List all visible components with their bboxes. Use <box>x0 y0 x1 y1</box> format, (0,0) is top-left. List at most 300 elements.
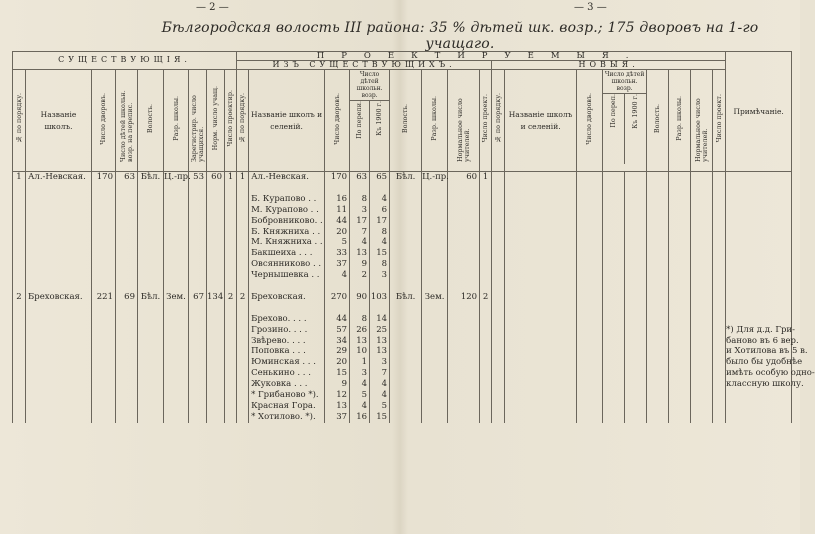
cell-no <box>13 248 26 259</box>
cell-empty <box>669 314 691 325</box>
cell-proj2 <box>480 412 492 423</box>
cell-no <box>13 194 26 205</box>
cell-empty <box>691 216 713 227</box>
cell-empty <box>691 270 713 281</box>
cell-yards <box>92 259 116 270</box>
cell-census: 1 <box>350 357 370 368</box>
cell-rank2 <box>422 379 448 390</box>
cell-registered <box>189 205 207 216</box>
cell-proj <box>225 357 237 368</box>
cell-empty <box>603 390 625 401</box>
cell-empty <box>691 237 713 248</box>
cell-name2: Звѣрево. . . . <box>249 336 325 347</box>
cell-volost2: Бѣл. <box>390 172 422 183</box>
cell-rank2 <box>422 336 448 347</box>
group-new: НОВЫЯ. <box>492 61 726 70</box>
cell-empty <box>713 216 726 227</box>
cell-empty <box>603 248 625 259</box>
cell-school <box>26 281 92 292</box>
cell-proj: 1 <box>225 172 237 183</box>
cell-empty <box>577 412 603 423</box>
cell-proj2 <box>480 314 492 325</box>
cell-name2: Сенькино . . . <box>249 368 325 379</box>
cell-name2: Овсянниково . . <box>249 259 325 270</box>
cell-norm <box>207 336 225 347</box>
cell-empty <box>603 401 625 412</box>
cell-empty <box>492 303 505 314</box>
cell-rank2 <box>422 216 448 227</box>
cell-empty <box>577 172 603 183</box>
cell-yards2: 13 <box>325 401 350 412</box>
cell-rank <box>164 303 189 314</box>
cell-name2 <box>249 303 325 314</box>
cell-empty <box>669 281 691 292</box>
header-rank: Разр. школы. <box>164 70 189 172</box>
cell-rank <box>164 194 189 205</box>
cell-proj2 <box>480 248 492 259</box>
cell-volost2 <box>390 248 422 259</box>
cell-children <box>116 205 138 216</box>
cell-volost2 <box>390 390 422 401</box>
cell-volost <box>138 248 164 259</box>
cell-children <box>116 227 138 238</box>
table-body <box>13 172 815 423</box>
cell-empty <box>492 172 505 183</box>
cell-empty <box>647 292 669 303</box>
cell-no <box>13 368 26 379</box>
cell-empty <box>625 314 647 325</box>
cell-census <box>350 303 370 314</box>
cell-no2 <box>237 346 249 357</box>
cell-note: было бы удобнѣе <box>726 357 803 368</box>
cell-volost: Бѣл. <box>138 172 164 183</box>
cell-name2: Грозино. . . . <box>249 325 325 336</box>
cell-norm <box>207 205 225 216</box>
cell-name2: * Хотилово. *). <box>249 412 325 423</box>
cell-empty <box>625 237 647 248</box>
cell-children <box>116 314 138 325</box>
cell-empty <box>669 368 691 379</box>
cell-note: и Хотилова въ 5 в. <box>726 346 808 357</box>
cell-empty <box>603 303 625 314</box>
cell-no2 <box>237 336 249 347</box>
cell-empty <box>713 259 726 270</box>
cell-empty <box>647 412 669 423</box>
cell-rank <box>164 216 189 227</box>
cell-registered: 67 <box>189 292 207 303</box>
cell-volost <box>138 346 164 357</box>
cell-registered <box>189 357 207 368</box>
cell-empty <box>505 325 577 336</box>
cell-rank <box>164 336 189 347</box>
cell-registered <box>189 248 207 259</box>
header-yards2: Число дворовъ. <box>325 70 350 172</box>
cell-children <box>116 401 138 412</box>
cell-proj2 <box>480 205 492 216</box>
cell-registered <box>189 401 207 412</box>
cell-no2 <box>237 248 249 259</box>
cell-registered: 53 <box>189 172 207 183</box>
cell-census: 26 <box>350 325 370 336</box>
cell-empty <box>669 205 691 216</box>
cell-empty <box>713 172 726 183</box>
cell-yards <box>92 357 116 368</box>
header-volost: Волость. <box>138 70 164 172</box>
cell-empty <box>647 270 669 281</box>
cell-name2: Б. Курапово . . <box>249 194 325 205</box>
cell-census: 10 <box>350 346 370 357</box>
cell-proj2 <box>480 281 492 292</box>
cell-empty <box>669 357 691 368</box>
cell-empty <box>625 325 647 336</box>
cell-rank <box>164 183 189 194</box>
table-row <box>13 183 792 194</box>
cell-norm2 <box>448 336 480 347</box>
cell-proj <box>225 303 237 314</box>
cell-rank2 <box>422 248 448 259</box>
cell-proj <box>225 336 237 347</box>
cell-empty <box>492 248 505 259</box>
cell-children <box>116 237 138 248</box>
cell-empty <box>603 292 625 303</box>
cell-registered <box>189 412 207 423</box>
header-volost3: Волость. <box>647 70 669 172</box>
cell-rank2 <box>422 401 448 412</box>
cell-name2: Бобровниково. . <box>249 216 325 227</box>
cell-empty <box>577 303 603 314</box>
cell-empty <box>625 248 647 259</box>
cell-empty <box>577 401 603 412</box>
header-no2: № по порядку. <box>237 70 249 172</box>
cell-rank <box>164 357 189 368</box>
cell-empty <box>669 292 691 303</box>
cell-note <box>726 248 792 259</box>
cell-empty <box>505 357 577 368</box>
cell-note <box>726 270 792 281</box>
cell-school <box>26 379 92 390</box>
cell-empty <box>505 205 577 216</box>
cell-no <box>13 183 26 194</box>
cell-volost2: Бѣл. <box>390 292 422 303</box>
cell-note: классную школу. <box>726 379 804 390</box>
cell-volost <box>138 205 164 216</box>
cell-norm2 <box>448 237 480 248</box>
cell-empty <box>603 357 625 368</box>
cell-empty <box>625 216 647 227</box>
cell-norm2 <box>448 248 480 259</box>
cell-yards2: 57 <box>325 325 350 336</box>
cell-census: 4 <box>350 401 370 412</box>
cell-yards2: 34 <box>325 336 350 347</box>
cell-no2 <box>237 281 249 292</box>
cell-children: 69 <box>116 292 138 303</box>
cell-volost2 <box>390 336 422 347</box>
cell-volost2 <box>390 303 422 314</box>
cell-empty <box>603 325 625 336</box>
cell-by1900: 6 <box>370 205 390 216</box>
cell-empty <box>647 227 669 238</box>
table-row <box>13 248 792 259</box>
cell-census: 2 <box>350 270 370 281</box>
cell-empty <box>603 379 625 390</box>
cell-empty <box>647 325 669 336</box>
cell-note <box>726 227 792 238</box>
cell-census: 3 <box>350 205 370 216</box>
cell-norm2 <box>448 314 480 325</box>
cell-name2: Бреховская. <box>249 292 325 303</box>
cell-proj2: 1 <box>480 172 492 183</box>
cell-note <box>726 237 792 248</box>
cell-note <box>726 281 792 292</box>
cell-empty <box>492 357 505 368</box>
cell-yards <box>92 227 116 238</box>
cell-empty <box>713 292 726 303</box>
cell-empty <box>603 346 625 357</box>
cell-norm <box>207 281 225 292</box>
cell-rank2 <box>422 390 448 401</box>
cell-empty <box>713 248 726 259</box>
cell-empty <box>669 336 691 347</box>
cell-norm2 <box>448 183 480 194</box>
cell-by1900: 4 <box>370 194 390 205</box>
cell-proj <box>225 379 237 390</box>
cell-empty <box>647 194 669 205</box>
cell-empty <box>669 412 691 423</box>
cell-school <box>26 368 92 379</box>
cell-empty <box>603 412 625 423</box>
cell-school <box>26 303 92 314</box>
header-yards3: Число дворовъ. <box>577 70 603 172</box>
cell-registered <box>189 237 207 248</box>
cell-empty <box>713 346 726 357</box>
cell-empty <box>505 346 577 357</box>
cell-empty <box>647 379 669 390</box>
cell-empty <box>505 270 577 281</box>
cell-empty <box>577 325 603 336</box>
cell-no <box>13 303 26 314</box>
cell-proj2 <box>480 379 492 390</box>
cell-empty <box>669 390 691 401</box>
cell-proj2: 2 <box>480 292 492 303</box>
cell-norm <box>207 183 225 194</box>
cell-children <box>116 368 138 379</box>
cell-norm2 <box>448 357 480 368</box>
cell-empty <box>669 379 691 390</box>
cell-volost <box>138 412 164 423</box>
cell-empty <box>669 401 691 412</box>
cell-proj <box>225 368 237 379</box>
header-proj2: Число проект. <box>480 70 492 172</box>
cell-yards: 170 <box>92 172 116 183</box>
cell-volost <box>138 237 164 248</box>
cell-by1900 <box>370 303 390 314</box>
cell-empty <box>492 194 505 205</box>
cell-rank2: Ц.-пр. <box>422 172 449 182</box>
cell-yards <box>92 248 116 259</box>
cell-proj2 <box>480 390 492 401</box>
cell-no2 <box>237 259 249 270</box>
cell-no2 <box>237 216 249 227</box>
cell-empty <box>603 368 625 379</box>
cell-by1900: 4 <box>370 237 390 248</box>
cell-proj <box>225 325 237 336</box>
cell-by1900: 4 <box>370 379 390 390</box>
cell-norm <box>207 303 225 314</box>
cell-census: 17 <box>350 216 370 227</box>
cell-empty <box>577 357 603 368</box>
cell-volost <box>138 270 164 281</box>
cell-proj <box>225 227 237 238</box>
cell-census: 90 <box>350 292 370 303</box>
cell-norm <box>207 314 225 325</box>
cell-children <box>116 346 138 357</box>
cell-empty <box>505 314 577 325</box>
cell-empty <box>691 368 713 379</box>
cell-empty <box>505 237 577 248</box>
cell-yards2: 20 <box>325 357 350 368</box>
cell-rank <box>164 368 189 379</box>
cell-empty <box>603 314 625 325</box>
cell-empty <box>577 368 603 379</box>
cell-proj <box>225 237 237 248</box>
cell-yards2: 270 <box>325 292 350 303</box>
cell-rank2 <box>422 259 448 270</box>
cell-empty <box>691 227 713 238</box>
cell-no <box>13 216 26 227</box>
cell-empty <box>713 281 726 292</box>
cell-norm2 <box>448 205 480 216</box>
cell-empty <box>647 183 669 194</box>
cell-school <box>26 412 92 423</box>
cell-no2 <box>237 270 249 281</box>
cell-volost2 <box>390 281 422 292</box>
header-no3: № по порядку. <box>492 70 505 172</box>
cell-volost2 <box>390 346 422 357</box>
cell-volost <box>138 227 164 238</box>
cell-empty <box>625 172 647 183</box>
cell-by1900: 7 <box>370 368 390 379</box>
cell-empty <box>625 368 647 379</box>
cell-school <box>26 357 92 368</box>
cell-note <box>726 205 792 216</box>
cell-children <box>116 281 138 292</box>
cell-empty <box>691 194 713 205</box>
cell-yards2: 37 <box>325 412 350 423</box>
cell-no2 <box>237 303 249 314</box>
cell-name2: Юминская . . . <box>249 357 325 368</box>
cell-rank2: Зем. <box>422 292 448 303</box>
cell-empty <box>625 336 647 347</box>
cell-norm <box>207 227 225 238</box>
cell-volost: Бѣл. <box>138 292 164 303</box>
table-row <box>13 368 792 379</box>
cell-census: 9 <box>350 259 370 270</box>
cell-empty <box>603 172 625 183</box>
cell-empty <box>625 357 647 368</box>
cell-volost2 <box>390 237 422 248</box>
table-row <box>13 194 792 205</box>
cell-no <box>13 401 26 412</box>
cell-yards2: 9 <box>325 379 350 390</box>
cell-no2 <box>237 183 249 194</box>
cell-empty <box>691 357 713 368</box>
cell-empty <box>505 172 577 183</box>
cell-volost <box>138 368 164 379</box>
cell-empty <box>691 183 713 194</box>
cell-empty <box>647 314 669 325</box>
cell-empty <box>492 270 505 281</box>
cell-norm <box>207 401 225 412</box>
cell-empty <box>669 346 691 357</box>
cell-proj2 <box>480 183 492 194</box>
cell-rank <box>164 259 189 270</box>
cell-empty <box>625 183 647 194</box>
header-school2: Названіе школъ и селеній. <box>249 70 325 172</box>
cell-proj <box>225 346 237 357</box>
cell-empty <box>713 390 726 401</box>
cell-empty <box>625 281 647 292</box>
cell-empty <box>505 336 577 347</box>
cell-census: 63 <box>350 172 370 183</box>
cell-volost2 <box>390 259 422 270</box>
header-norm3: Нормальное число учителей. <box>691 70 713 172</box>
cell-volost <box>138 303 164 314</box>
cell-registered <box>189 216 207 227</box>
cell-empty <box>577 390 603 401</box>
cell-no <box>13 325 26 336</box>
cell-empty <box>669 270 691 281</box>
cell-norm2 <box>448 216 480 227</box>
cell-empty <box>505 401 577 412</box>
cell-rank2 <box>422 194 448 205</box>
cell-yards2: 20 <box>325 227 350 238</box>
cell-empty <box>691 259 713 270</box>
cell-yards2 <box>325 281 350 292</box>
cell-proj <box>225 248 237 259</box>
cell-proj2 <box>480 401 492 412</box>
group-projected: ПРОЕКТИРУЕМЫЯ. <box>237 52 726 61</box>
cell-empty <box>625 379 647 390</box>
cell-empty <box>713 314 726 325</box>
cell-volost2 <box>390 183 422 194</box>
cell-empty <box>505 379 577 390</box>
cell-norm <box>207 270 225 281</box>
cell-empty <box>492 346 505 357</box>
cell-empty <box>647 336 669 347</box>
cell-no2 <box>237 227 249 238</box>
cell-by1900: 13 <box>370 336 390 347</box>
group-from-existing: ИЗЪ СУЩЕСТВУЮЩИХЪ. <box>237 61 492 70</box>
cell-by1900 <box>370 183 390 194</box>
table-row <box>13 259 792 270</box>
right-page-number: — 3 — <box>574 2 607 13</box>
table-row <box>13 390 792 401</box>
cell-empty <box>625 205 647 216</box>
cell-children: 63 <box>116 172 138 183</box>
cell-empty <box>625 390 647 401</box>
cell-school <box>26 248 92 259</box>
cell-by1900: 8 <box>370 259 390 270</box>
cell-empty <box>492 281 505 292</box>
cell-rank2 <box>422 227 448 238</box>
cell-children <box>116 390 138 401</box>
cell-empty <box>691 281 713 292</box>
cell-rank2 <box>422 368 448 379</box>
cell-yards <box>92 325 116 336</box>
cell-yards2: 170 <box>325 172 350 183</box>
cell-by1900: 15 <box>370 412 390 423</box>
cell-yards <box>92 303 116 314</box>
